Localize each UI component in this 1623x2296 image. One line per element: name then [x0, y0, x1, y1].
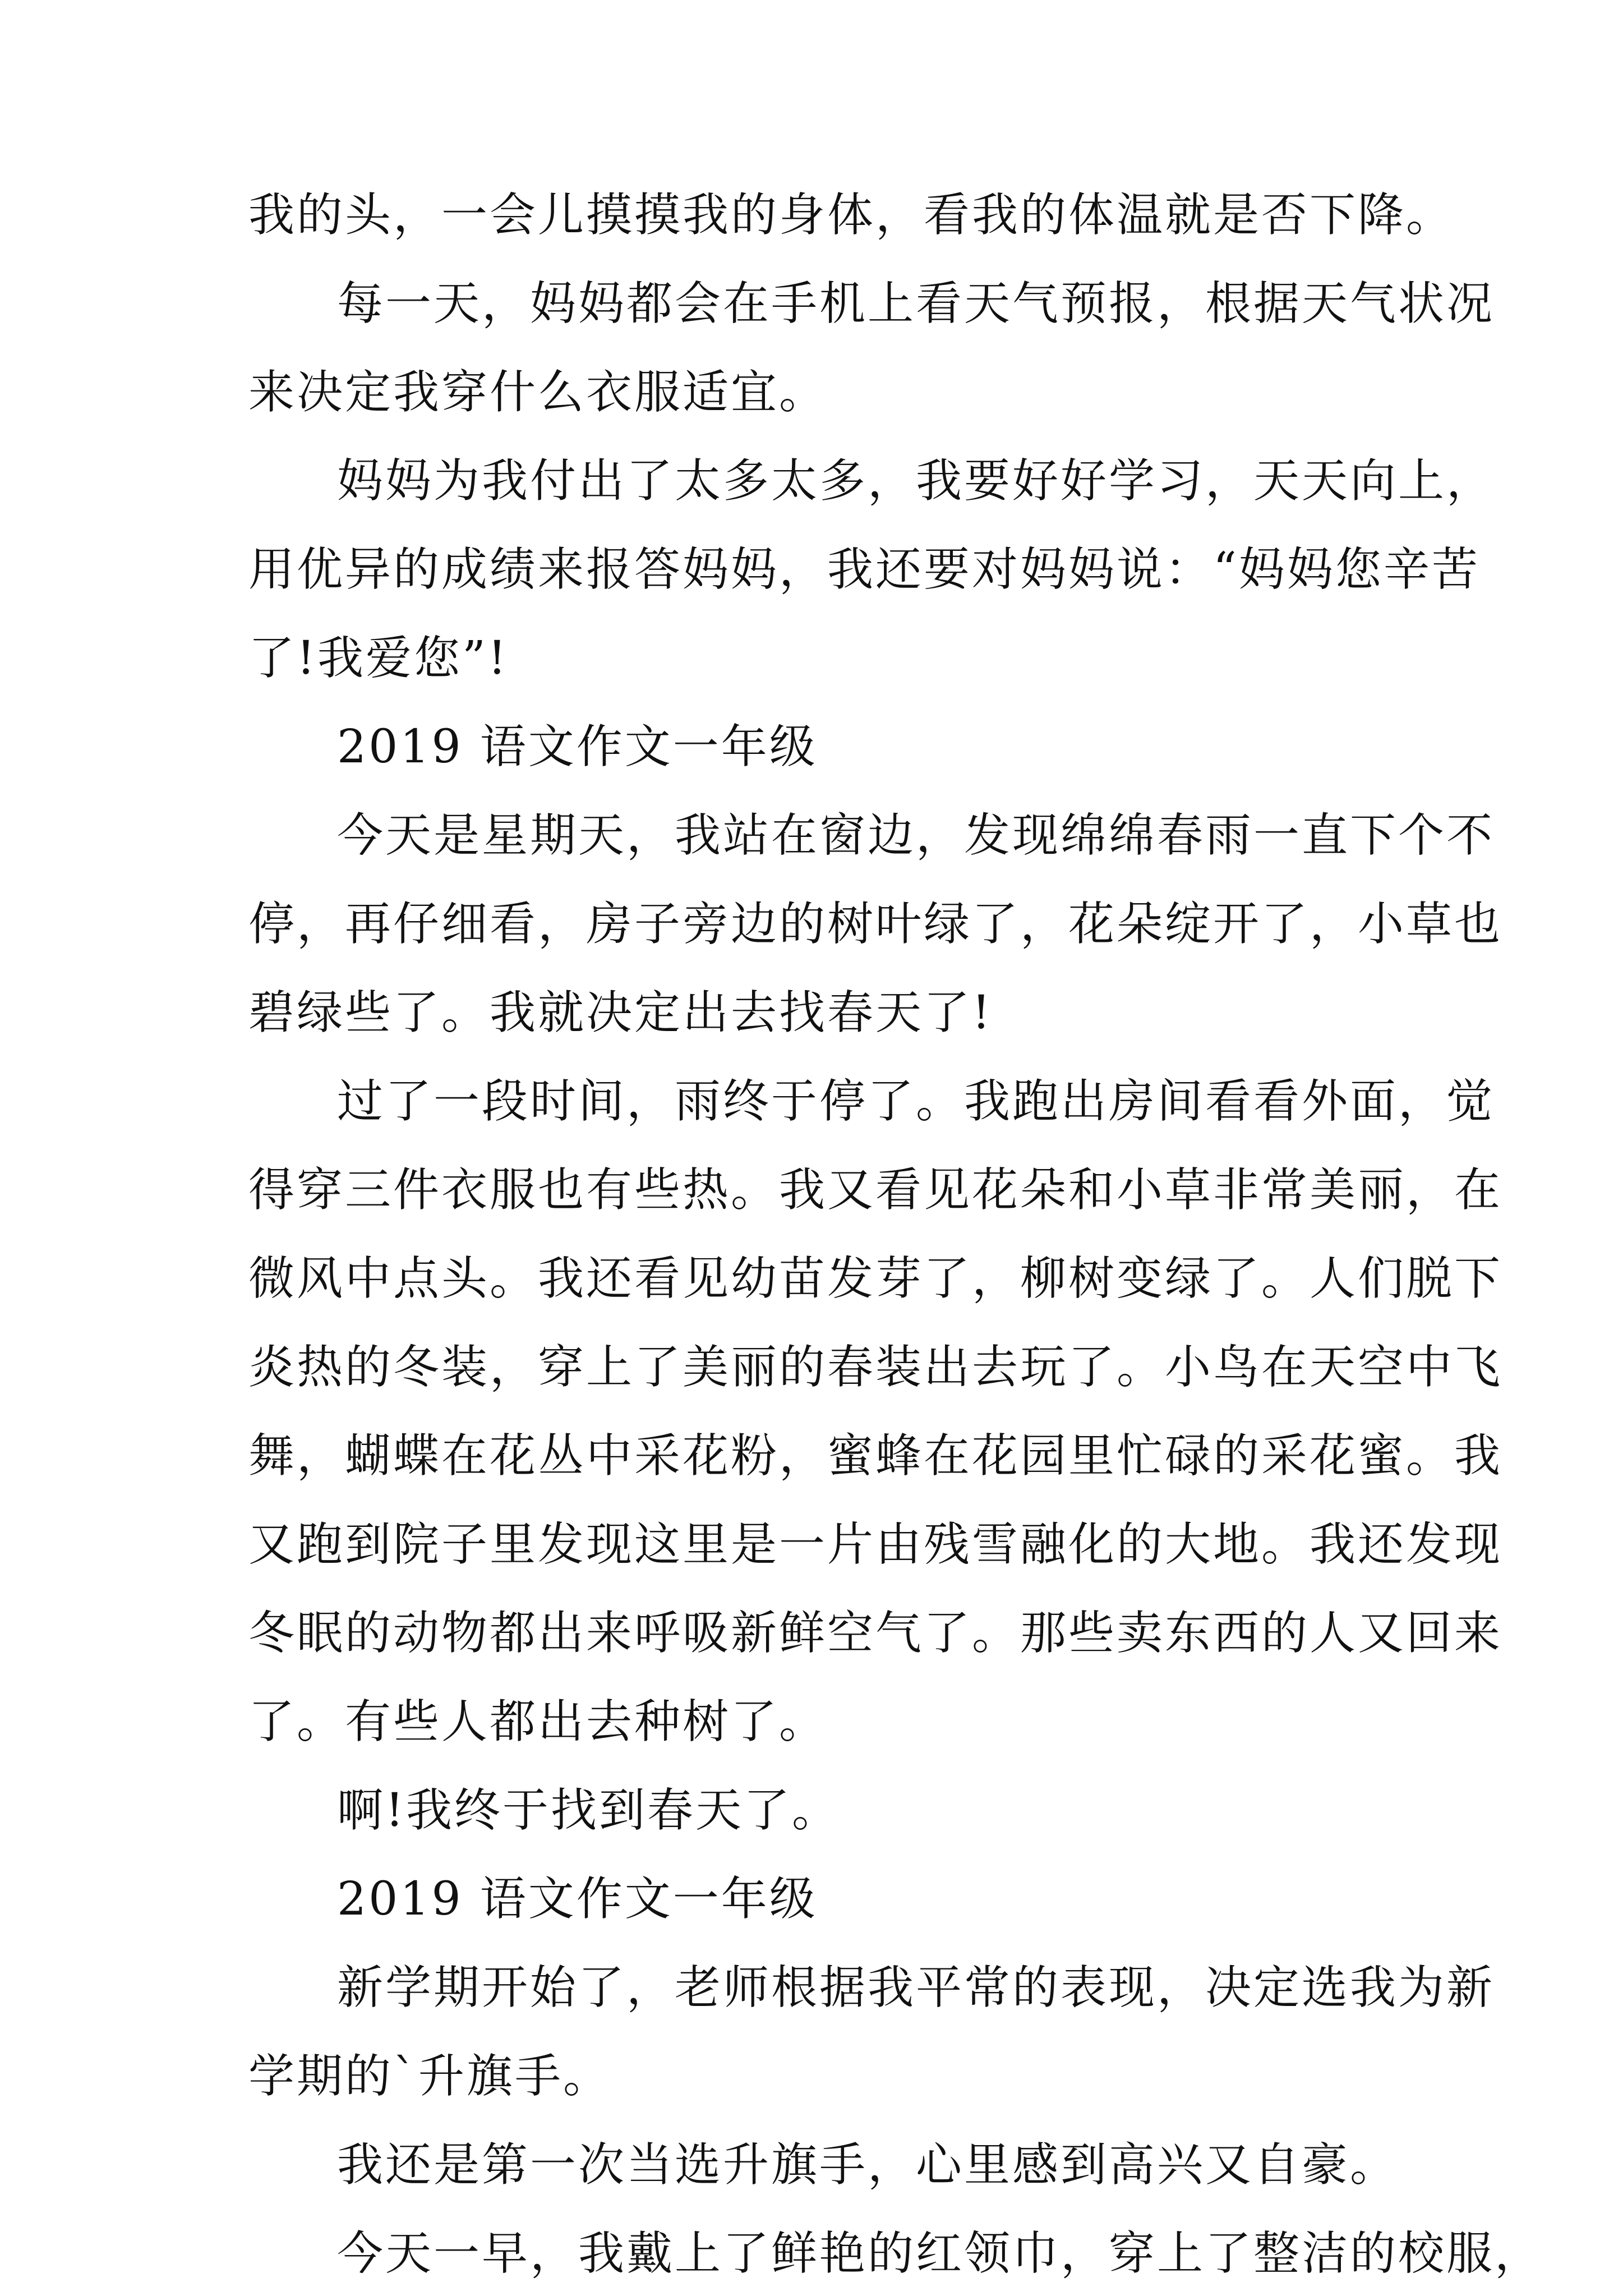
section-heading: 2019 语文作文一年级: [337, 1872, 818, 1926]
text-line: 学期的`升旗手。: [248, 2050, 612, 2103]
text-line: 停，再仔细看，房子旁边的树叶绿了，花朵绽开了，小草也: [248, 898, 1503, 951]
text-line: 妈妈为我付出了太多太多，我要好好学习，天天向上，: [337, 454, 1495, 508]
text-line: 我还是第一次当选升旗手，心里感到高兴又自豪。: [337, 2138, 1399, 2192]
text-line: 又跑到院子里发现这里是一片由残雪融化的大地。我还发现: [248, 1518, 1503, 1571]
text-line: 每一天，妈妈都会在手机上看天气预报，根据天气状况: [337, 277, 1495, 330]
text-line: 来决定我穿什么衣服适宜。: [248, 366, 828, 419]
text-line: 啊!我终于找到春天了。: [337, 1784, 840, 1837]
text-line: 了。有些人都出去种树了。: [248, 1695, 828, 1749]
text-line: 微风中点头。我还看见幼苗发芽了，柳树变绿了。人们脱下: [248, 1252, 1503, 1305]
section-heading: 2019 语文作文一年级: [337, 720, 818, 774]
text-line: 得穿三件衣服也有些热。我又看见花朵和小草非常美丽，在: [248, 1163, 1503, 1217]
text-line: 碧绿些了。我就决定出去找春天了!: [248, 986, 993, 1039]
text-line: 新学期开始了，老师根据我平常的表现，决定选我为新: [337, 1961, 1495, 2014]
text-line: 今天一早，我戴上了鲜艳的红领巾，穿上了整洁的校服，: [337, 2227, 1543, 2280]
text-line: 了!我爱您”!: [248, 632, 509, 685]
text-line: 冬眠的动物都出来呼吸新鲜空气了。那些卖东西的人又回来: [248, 1607, 1503, 1660]
text-line: 舞，蝴蝶在花丛中采花粉，蜜蜂在花园里忙碌的采花蜜。我: [248, 1429, 1503, 1483]
text-line: 今天是星期天，我站在窗边，发现绵绵春雨一直下个不: [337, 809, 1495, 862]
text-line: 炎热的冬装，穿上了美丽的春装出去玩了。小鸟在天空中飞: [248, 1341, 1503, 1394]
text-line: 用优异的成绩来报答妈妈，我还要对妈妈说：“妈妈您辛苦: [248, 543, 1480, 596]
text-line: 我的头，一会儿摸摸我的身体，看我的体温就是否下降。: [248, 188, 1455, 242]
text-line: 过了一段时间，雨终于停了。我跑出房间看看外面，觉: [337, 1075, 1495, 1128]
